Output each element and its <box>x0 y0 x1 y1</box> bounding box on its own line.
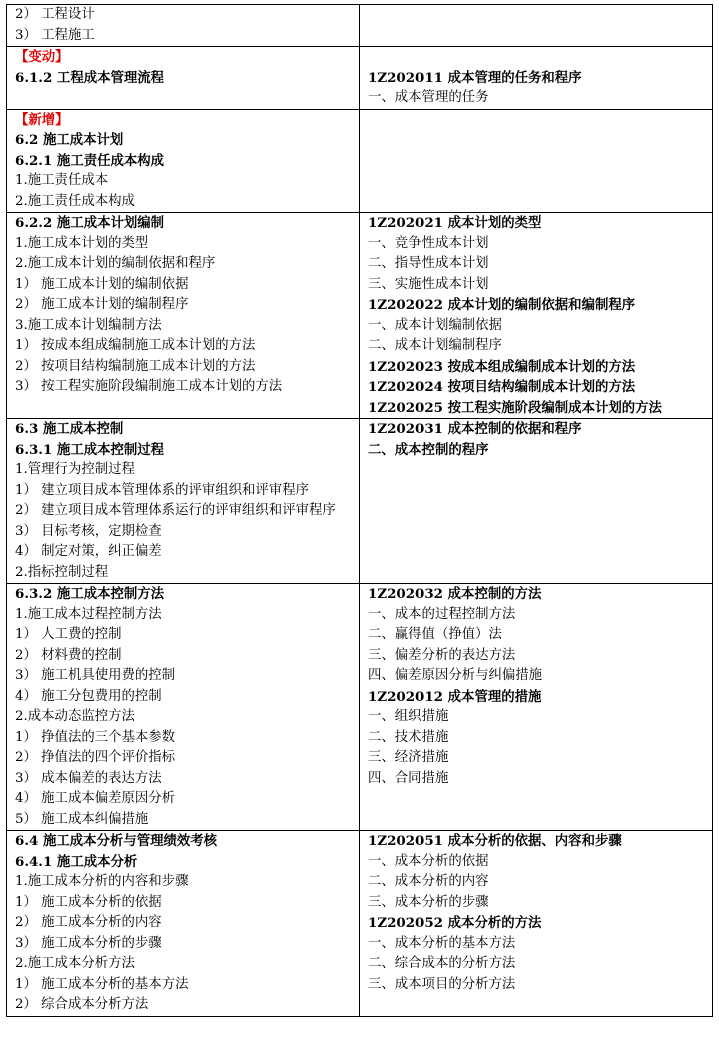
outline-item: 一、成本的过程控制方法 <box>368 606 516 622</box>
old-syllabus-cell <box>360 109 713 213</box>
table-body <box>7 5 713 1017</box>
outline-item: 2） 按项目结构编制施工成本计划的方法 <box>15 358 256 374</box>
section-heading: 1Z202025 按工程实施阶段编制成本计划的方法 <box>368 399 662 416</box>
outline-item: 1） 挣值法的三个基本参数 <box>15 729 176 745</box>
new-syllabus-cell <box>7 419 360 584</box>
old-syllabus-cell <box>360 5 713 47</box>
outline-item: 3.施工成本计划编制方法 <box>15 317 162 333</box>
change-tag: 【新增】 <box>15 111 69 128</box>
table-row <box>7 109 713 213</box>
old-syllabus-cell <box>360 831 713 1017</box>
outline-item: 2.施工责任成本构成 <box>15 193 135 209</box>
new-syllabus-cell <box>7 5 360 47</box>
outline-item: 一、成本计划编制依据 <box>368 317 502 333</box>
section-heading: 1Z202023 按成本组成编制成本计划的方法 <box>368 358 636 375</box>
section-heading: 1Z202051 成本分析的依据、内容和步骤 <box>368 833 622 849</box>
outline-item: 1.施工成本分析的内容和步骤 <box>15 874 189 889</box>
table-row <box>7 419 713 584</box>
outline-item: 2.施工成本分析方法 <box>15 956 135 971</box>
change-tag: 【变动】 <box>15 49 69 65</box>
outline-item: 二、成本分析的内容 <box>368 874 489 889</box>
new-syllabus-cell <box>7 213 360 419</box>
outline-item: 4） 制定对策，纠正偏差 <box>15 544 162 559</box>
outline-item: 三、成本项目的分析方法 <box>368 976 516 992</box>
outline-item: 1） 施工成本分析的基本方法 <box>15 976 189 992</box>
outline-item: 1） 建立项目成本管理体系的评审组织和评审程序 <box>15 482 309 498</box>
outline-item: 1） 人工费的控制 <box>15 627 122 642</box>
section-heading: 1Z202012 成本管理的措施 <box>368 688 542 705</box>
outline-item: 二、综合成本的分析方法 <box>368 956 516 971</box>
new-syllabus-cell <box>7 831 360 1017</box>
outline-item: 三、实施性成本计划 <box>368 276 489 292</box>
outline-item: 二、赢得值（挣值）法 <box>368 627 502 642</box>
outline-item: 2） 材料费的控制 <box>15 647 122 663</box>
outline-item: 一、成本管理的任务 <box>368 90 489 105</box>
outline-item: 5） 施工成本纠偏措施 <box>15 811 149 827</box>
section-heading: 1Z202022 成本计划的编制依据和编制程序 <box>368 297 636 313</box>
old-syllabus-cell <box>360 419 713 584</box>
outline-item: 2.指标控制过程 <box>15 564 109 580</box>
section-heading: 1Z202024 按项目结构编制成本计划的方法 <box>368 379 636 395</box>
old-syllabus-cell <box>360 584 713 831</box>
outline-item: 一、成本分析的依据 <box>368 853 489 869</box>
section-heading: 6.3.1 施工成本控制过程 <box>15 441 165 458</box>
table-row <box>7 5 713 47</box>
outline-item: 三、成本分析的步骤 <box>368 894 489 910</box>
table-row <box>7 213 713 419</box>
section-heading: 1Z202052 成本分析的方法 <box>368 915 542 931</box>
outline-item: 二、指导性成本计划 <box>368 256 489 271</box>
table-row <box>7 47 713 110</box>
outline-item: 1.施工责任成本 <box>15 173 109 188</box>
outline-item: 一、组织措施 <box>368 709 449 724</box>
outline-item: 3） 目标考核，定期检查 <box>15 523 162 539</box>
outline-item: 2） 挣值法的四个评价指标 <box>15 750 176 765</box>
section-heading: 1Z202031 成本控制的依据和程序 <box>368 421 582 437</box>
outline-item: 四、偏差原因分析与纠偏措施 <box>368 668 543 683</box>
outline-item: 2） 工程设计 <box>15 7 95 22</box>
outline-item: 3） 施工机具使用费的控制 <box>15 668 176 683</box>
outline-item: 三、经济措施 <box>368 750 449 765</box>
section-heading: 6.4.1 施工成本分析 <box>15 853 138 870</box>
outline-item: 三、偏差分析的表达方法 <box>368 647 516 663</box>
outline-item: 2.施工成本计划的编制依据和程序 <box>15 256 216 271</box>
outline-item: 4） 施工成本偏差原因分析 <box>15 791 176 806</box>
outline-item <box>368 47 712 68</box>
outline-item: 1.施工成本计划的类型 <box>15 235 149 251</box>
section-heading: 6.3.2 施工成本控制方法 <box>15 586 165 602</box>
old-syllabus-cell <box>360 47 713 110</box>
section-heading: 二、成本控制的程序 <box>368 441 489 458</box>
outline-item: 4） 施工分包费用的控制 <box>15 688 162 704</box>
outline-item: 3） 工程施工 <box>15 27 95 43</box>
outline-item: 3） 施工成本分析的步骤 <box>15 935 162 951</box>
outline-item: 二、成本计划编制程序 <box>368 338 502 353</box>
section-heading: 6.3 施工成本控制 <box>15 421 124 437</box>
outline-item: 3） 成本偏差的表达方法 <box>15 770 162 786</box>
section-heading: 6.2.2 施工成本计划编制 <box>15 215 165 231</box>
table-row <box>7 831 713 1017</box>
outline-item: 一、成本分析的基本方法 <box>368 935 516 951</box>
outline-item: 2.成本动态监控方法 <box>15 709 135 724</box>
old-syllabus-cell <box>360 213 713 419</box>
outline-item: 2） 综合成本分析方法 <box>15 997 149 1012</box>
section-heading: 6.2.1 施工责任成本构成 <box>15 152 165 169</box>
outline-item: 1） 施工成本分析的依据 <box>15 894 162 910</box>
outline-item: 2） 建立项目成本管理体系运行的评审组织和评审程序 <box>15 503 336 518</box>
outline-item: 1.施工成本过程控制方法 <box>15 606 162 622</box>
new-syllabus-cell <box>7 109 360 213</box>
outline-item: 1） 按成本组成编制施工成本计划的方法 <box>15 338 256 353</box>
section-heading: 6.4 施工成本分析与管理绩效考核 <box>15 833 218 849</box>
new-syllabus-cell <box>7 584 360 831</box>
section-heading: 6.1.2 工程成本管理流程 <box>15 69 165 86</box>
section-heading: 1Z202032 成本控制的方法 <box>368 586 542 602</box>
outline-item: 3） 按工程实施阶段编制施工成本计划的方法 <box>15 379 283 394</box>
table-row <box>7 584 713 831</box>
section-heading: 1Z202011 成本管理的任务和程序 <box>368 69 582 86</box>
new-syllabus-cell <box>7 47 360 110</box>
section-heading: 6.2 施工成本计划 <box>15 132 124 148</box>
outline-item: 2） 施工成本计划的编制程序 <box>15 297 189 312</box>
outline-item: 二、技术措施 <box>368 729 449 745</box>
section-heading: 1Z202021 成本计划的类型 <box>368 215 542 231</box>
outline-item: 1） 施工成本计划的编制依据 <box>15 276 189 292</box>
outline-item: 1.管理行为控制过程 <box>15 462 135 477</box>
syllabus-comparison-table <box>6 4 713 1017</box>
outline-item: 一、竞争性成本计划 <box>368 235 489 251</box>
outline-item: 2） 施工成本分析的内容 <box>15 915 162 930</box>
outline-item: 四、合同措施 <box>368 770 449 786</box>
